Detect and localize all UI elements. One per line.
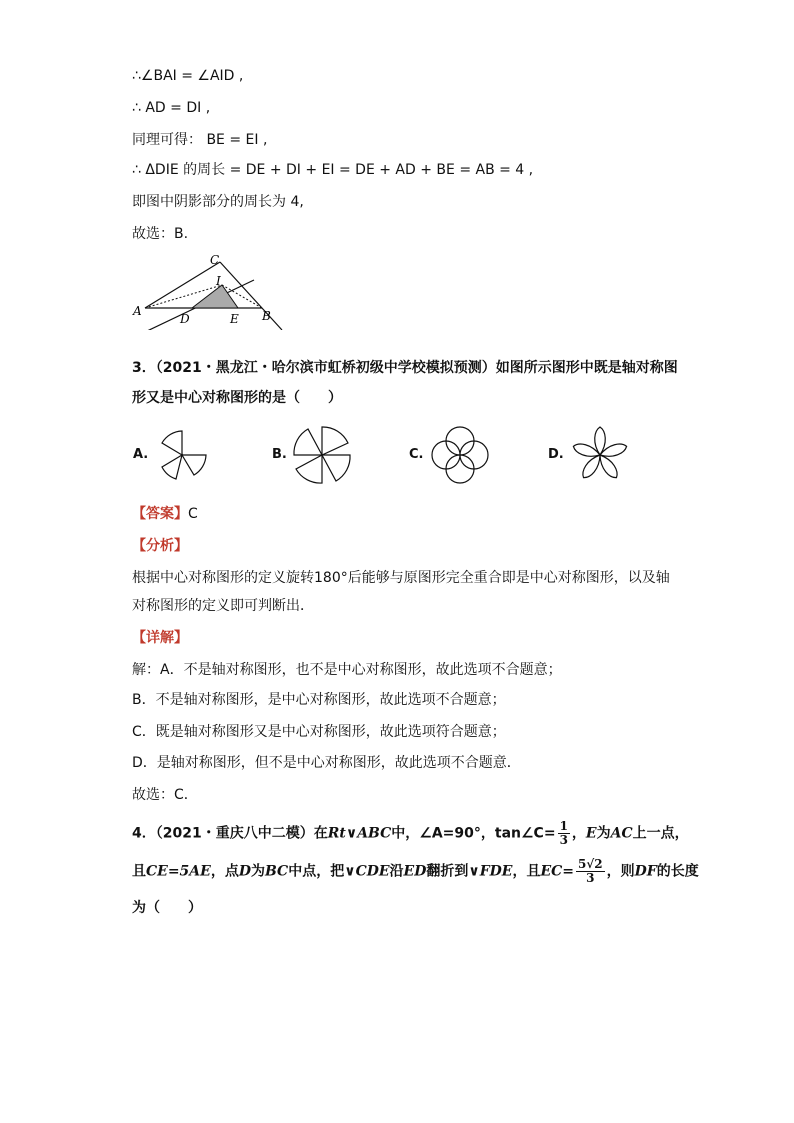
option-d-figure (568, 423, 632, 487)
detail-line-2: B．不是轴对称图形，是中心对称图形，故此选项不合题意； (132, 692, 506, 708)
q4-condition: 中，∠A=90°，tan∠C= (391, 825, 556, 842)
answer-tag: 【答案】 (132, 506, 188, 522)
option-a-figure (152, 425, 212, 485)
analysis-line-1: 根据中心对称图形的定义旋转180°后能够与原图形完全重合即是中心对称图形，以及轴 (132, 570, 670, 586)
q4-l2-e: 为 (250, 863, 265, 880)
label-B: B (262, 309, 271, 323)
q4-point-e: E (585, 825, 597, 842)
solution-line-5: 即图中阴影部分的周长为 4, (132, 194, 304, 210)
q4-comma: ， (571, 825, 586, 842)
q4-prefix: 4．（2021・重庆八中二模）在 (132, 825, 328, 842)
label-D: D (180, 312, 190, 326)
q4-l2-q: 的长度 (656, 863, 699, 880)
detail-line-1: 解：A．不是轴对称图形，也不是中心对称图形，故此选项不合题意； (132, 662, 562, 678)
solution-line-6: 故选：B. (132, 226, 189, 242)
option-a-label: A. (133, 447, 149, 462)
q4-fraction-2-den: 3 (586, 871, 595, 885)
solution-line-3: 同理可得： BE = EI , (132, 132, 268, 148)
q3-stem-line1: 3．（2021・黑龙江・哈尔滨市虹桥初级中学校模拟预测）如图所示图形中既是轴对称图 (132, 360, 678, 376)
q4-l2-fde: ∨FDE (468, 863, 513, 880)
q4-l2-o: ，则 (606, 863, 635, 880)
option-d-label: D. (548, 447, 564, 462)
q4-fraction-2-num: 5√2 (578, 857, 603, 871)
q4-l2-k: 翻折到 (426, 863, 469, 880)
q4-l2-c: ，点 (210, 863, 239, 880)
q4-fraction-1-num: 1 (559, 819, 568, 833)
q4-line-1 (132, 820, 689, 847)
detail-tag: 【详解】 (132, 630, 188, 646)
q4-l2-df: DF (634, 863, 657, 880)
label-A: A (133, 304, 142, 318)
q4-fraction-1 (558, 820, 570, 847)
detail-line-3: C．既是轴对称图形又是中心对称图形，故此选项符合题意； (132, 724, 506, 740)
q4-word-point: 上一点， (632, 825, 689, 842)
detail-line-4: D．是轴对称图形，但不是中心对称图形，故此选项不合题意． (132, 755, 521, 771)
q4-line-3: 为（ ） (132, 900, 202, 916)
q4-l2-i: 沿 (389, 863, 404, 880)
option-b-figure (290, 423, 354, 487)
triangle-figure (130, 250, 290, 330)
label-E: E (230, 312, 239, 326)
label-I: I (216, 274, 221, 288)
q4-word-wei: 为 (596, 825, 611, 842)
q4-l2-ce: CE=5AE (146, 863, 211, 880)
q4-seg-ac: AC (610, 825, 633, 842)
q4-l2-m: ，且 (512, 863, 541, 880)
solution-line-1: ∴∠BAI = ∠AID , (132, 68, 244, 84)
solution-line-4: ∴ ΔDIE 的周长 = DE + DI + EI = DE + AD + BE = AB = 4 , (132, 162, 534, 178)
q4-triangle: Rt∨ABC (327, 825, 392, 842)
label-C: C (210, 253, 220, 267)
answer-line (132, 504, 198, 524)
analysis-tag: 【分析】 (132, 538, 188, 554)
detail-line-5: 故选：C． (132, 787, 198, 803)
q4-l2-ec: EC= (540, 863, 575, 880)
option-c-label: C. (409, 447, 424, 462)
q4-l2-a: 且 (132, 863, 146, 880)
option-c-figure (428, 423, 492, 487)
answer-value: C (188, 506, 198, 522)
q4-l2-g: 中点，把 (288, 863, 345, 880)
solution-line-2: ∴ AD = DI , (132, 100, 211, 116)
option-b-label: B. (272, 447, 287, 462)
q4-fraction-1-den: 3 (559, 833, 568, 847)
q4-line-2 (132, 858, 699, 885)
q4-l2-d: D (238, 863, 251, 880)
q4-l2-ed: ED (403, 863, 427, 880)
q4-l2-bc: BC (264, 863, 289, 880)
analysis-line-2: 对称图形的定义即可判断出． (132, 598, 314, 614)
q3-stem-line2: 形又是中心对称图形的是（ ） (132, 390, 342, 406)
q4-l2-cde: ∨CDE (344, 863, 390, 880)
q4-fraction-2 (576, 858, 605, 885)
